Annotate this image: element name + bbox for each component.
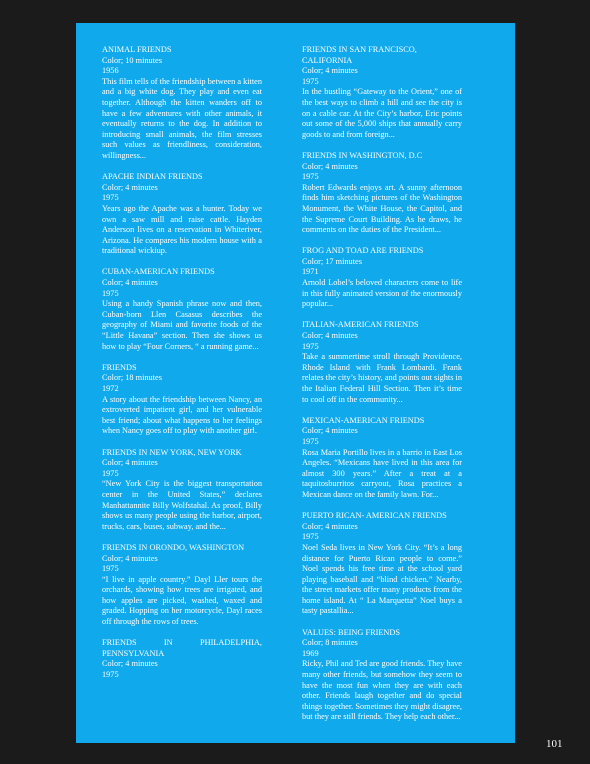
film-description: Noel Seda lives in New York City. “It’s a long distance for Puerto Rican people to come.” Noel spends his free time at the school yard playing baseball and “blind chicken.” Nearby, the street markets offer many products from the home island. At “ La Marquetta” Noel buys a tasty pastallia... bbox=[302, 542, 462, 616]
film-meta: Color; 4 minutes bbox=[302, 161, 358, 171]
film-meta: Color; 4 minutes bbox=[102, 659, 158, 669]
film-year: 1975 bbox=[302, 436, 319, 446]
film-entry bbox=[302, 151, 462, 236]
film-title: ANIMAL FRIENDS bbox=[102, 45, 172, 54]
film-description: In the bustling “Gateway to the Orient,” one of the best ways to climb a hill and see the city is on a cable car. At the City’s harbor, Eric points out some of the 5,000 ships that annually carry goods to and from foreign... bbox=[302, 87, 462, 139]
film-entry bbox=[102, 363, 262, 437]
film-year: 1975 bbox=[302, 341, 319, 351]
film-meta: Color; 4 minutes bbox=[102, 182, 158, 192]
film-title: FRIENDS IN WASHINGTON, D.C bbox=[302, 150, 423, 160]
film-year: 1975 bbox=[302, 532, 319, 542]
film-year: 1975 bbox=[302, 172, 319, 182]
film-meta: Color; 4 minutes bbox=[102, 278, 158, 288]
film-year: 1975 bbox=[102, 193, 119, 203]
film-meta: Color; 4 minutes bbox=[302, 66, 358, 76]
film-meta: Color; 4 minutes bbox=[102, 553, 158, 563]
film-entry bbox=[102, 638, 262, 680]
film-title: VALUES: BEING FRIENDS bbox=[302, 627, 401, 637]
film-title: FROG AND TOAD ARE FRIENDS bbox=[302, 246, 424, 256]
film-year: 1975 bbox=[102, 564, 119, 574]
film-year: 1972 bbox=[102, 384, 119, 393]
film-description: Using a handy Spanish phrase now and then, Cuban-born Llen Casasus describes the geography of Miami and favorite foods of the “Little Havana” section. Then she shows us how to play “Four Corners, “ a running game... bbox=[102, 299, 262, 351]
film-entry bbox=[102, 45, 262, 162]
film-title: PUERTO RICAN- AMERICAN FRIENDS bbox=[302, 511, 447, 521]
film-description: “I live in apple country.” Dayl Ller tours the orchards, showing how trees are irrigated, and how apples are picked, washed, waxed and graded. Hopping on her motorcycle, Dayl races off through the rows of trees. bbox=[102, 574, 262, 627]
film-entry bbox=[102, 172, 262, 257]
film-title: FRIENDS IN NEW YORK, NEW YORK bbox=[102, 447, 242, 457]
film-title: FRIENDS bbox=[102, 362, 137, 372]
film-description: This film tells of the friendship between a kitten and a big white dog. They play and even eat together. Although the kitten wanders off to have a few adventures with other animals, it eventually returns to the dog. In addition to introducing small animals, the film stresses such values as friendliness, consideration, willingness... bbox=[102, 76, 262, 160]
film-title: ITALIAN-AMERICAN FRIENDS bbox=[302, 320, 419, 330]
film-title: FRIENDS IN SAN FRANCISCO, CALIFORNIA bbox=[302, 45, 417, 65]
film-entry bbox=[302, 246, 462, 310]
catalog-panel bbox=[76, 23, 515, 743]
film-meta: Color; 4 minutes bbox=[302, 331, 358, 341]
film-meta: Color; 4 minutes bbox=[302, 521, 358, 531]
film-title: CUBAN-AMERICAN FRIENDS bbox=[102, 267, 215, 277]
film-description: Arnold Lobel’s beloved characters come to life in this fully animated version of the enormously popular... bbox=[302, 278, 462, 309]
film-year: 1975 bbox=[102, 468, 119, 478]
film-meta: Color; 4 minutes bbox=[102, 458, 158, 468]
film-description: Years ago the Apache was a hunter. Today we own a saw mill and raise cattle. Hayden Anderson lives on a reservation in Whiteriver, Arizona. He compares his modern house with a traditional wickiup. bbox=[102, 203, 262, 256]
film-year: 1956 bbox=[102, 66, 119, 76]
film-meta: Color; 4 minutes bbox=[302, 426, 358, 436]
film-meta: Color; 18 minutes bbox=[102, 373, 162, 383]
film-year: 1971 bbox=[302, 267, 319, 277]
film-year: 1975 bbox=[302, 76, 319, 86]
page-number: 101 bbox=[546, 738, 563, 750]
film-description: Ricky, Phil and Ted are good friends. They have many other friends, but somehow they seem to have the most fun when they are with each other. Friends laugh together and do special things together. Sometimes they might disagree, but they are still friends. They help each other... bbox=[302, 659, 462, 722]
film-description: “New York City is the biggest transportation center in the United States,” declares Manhattannite Billy Wolfstahal. As proof, Billy shows us many people using the harbor, airport, trucks, cars, buses, subway, and the... bbox=[102, 479, 262, 531]
film-entry bbox=[102, 267, 262, 352]
film-entry bbox=[302, 511, 462, 617]
film-title: MEXICAN-AMERICAN FRIENDS bbox=[302, 415, 425, 425]
film-entry bbox=[302, 416, 462, 501]
left-column bbox=[102, 45, 262, 691]
film-year: 1975 bbox=[102, 288, 119, 298]
film-year: 1975 bbox=[102, 670, 119, 680]
film-title: FRIENDS IN ORONDO, WASHINGTON bbox=[102, 542, 245, 552]
film-description: Robert Edwards enjoys art. A sunny afternoon finds him sketching pictures of the Washington Monument, the White House, the Capitol, and the Supreme Court Building. As he draws, he comments on the duties of the President... bbox=[302, 182, 462, 235]
film-meta: Color; 8 minutes bbox=[302, 638, 358, 648]
film-title: APACHE INDIAN FRIENDS bbox=[102, 172, 203, 182]
film-entry bbox=[102, 448, 262, 533]
right-column bbox=[302, 45, 462, 734]
film-entry bbox=[302, 628, 462, 723]
film-entry bbox=[102, 543, 262, 628]
film-meta: Color; 10 minutes bbox=[102, 55, 162, 65]
film-entry bbox=[302, 320, 462, 405]
film-meta: Color; 17 minutes bbox=[302, 256, 362, 266]
film-entry bbox=[302, 45, 462, 140]
film-year: 1969 bbox=[302, 648, 319, 658]
film-title: FRIENDS IN PHILADELPHIA, PENNSYLVANIA bbox=[102, 638, 262, 658]
film-description: Rosa Maria Portillo lives in a barrio in East Los Angeles. “Mexicans have lived in this area for almost 300 years.” After a treat at a taquitosburritos carryout, Rosa practices a Mexican dance on the family lawn. For... bbox=[302, 447, 462, 499]
film-description: Take a summertime stroll through Providence, Rhode Island with Frank Lombardi. Frank relates the city’s history, and points out sights in the Italian Federal Hill Section. Then it’s time to cool off in the community... bbox=[302, 352, 462, 404]
film-description: A story about the friendship between Nancy, an extroverted impatient girl, and her vulnerable best friend; about what happens to her feelings when Nancy goes off to play with another girl. bbox=[102, 394, 262, 436]
